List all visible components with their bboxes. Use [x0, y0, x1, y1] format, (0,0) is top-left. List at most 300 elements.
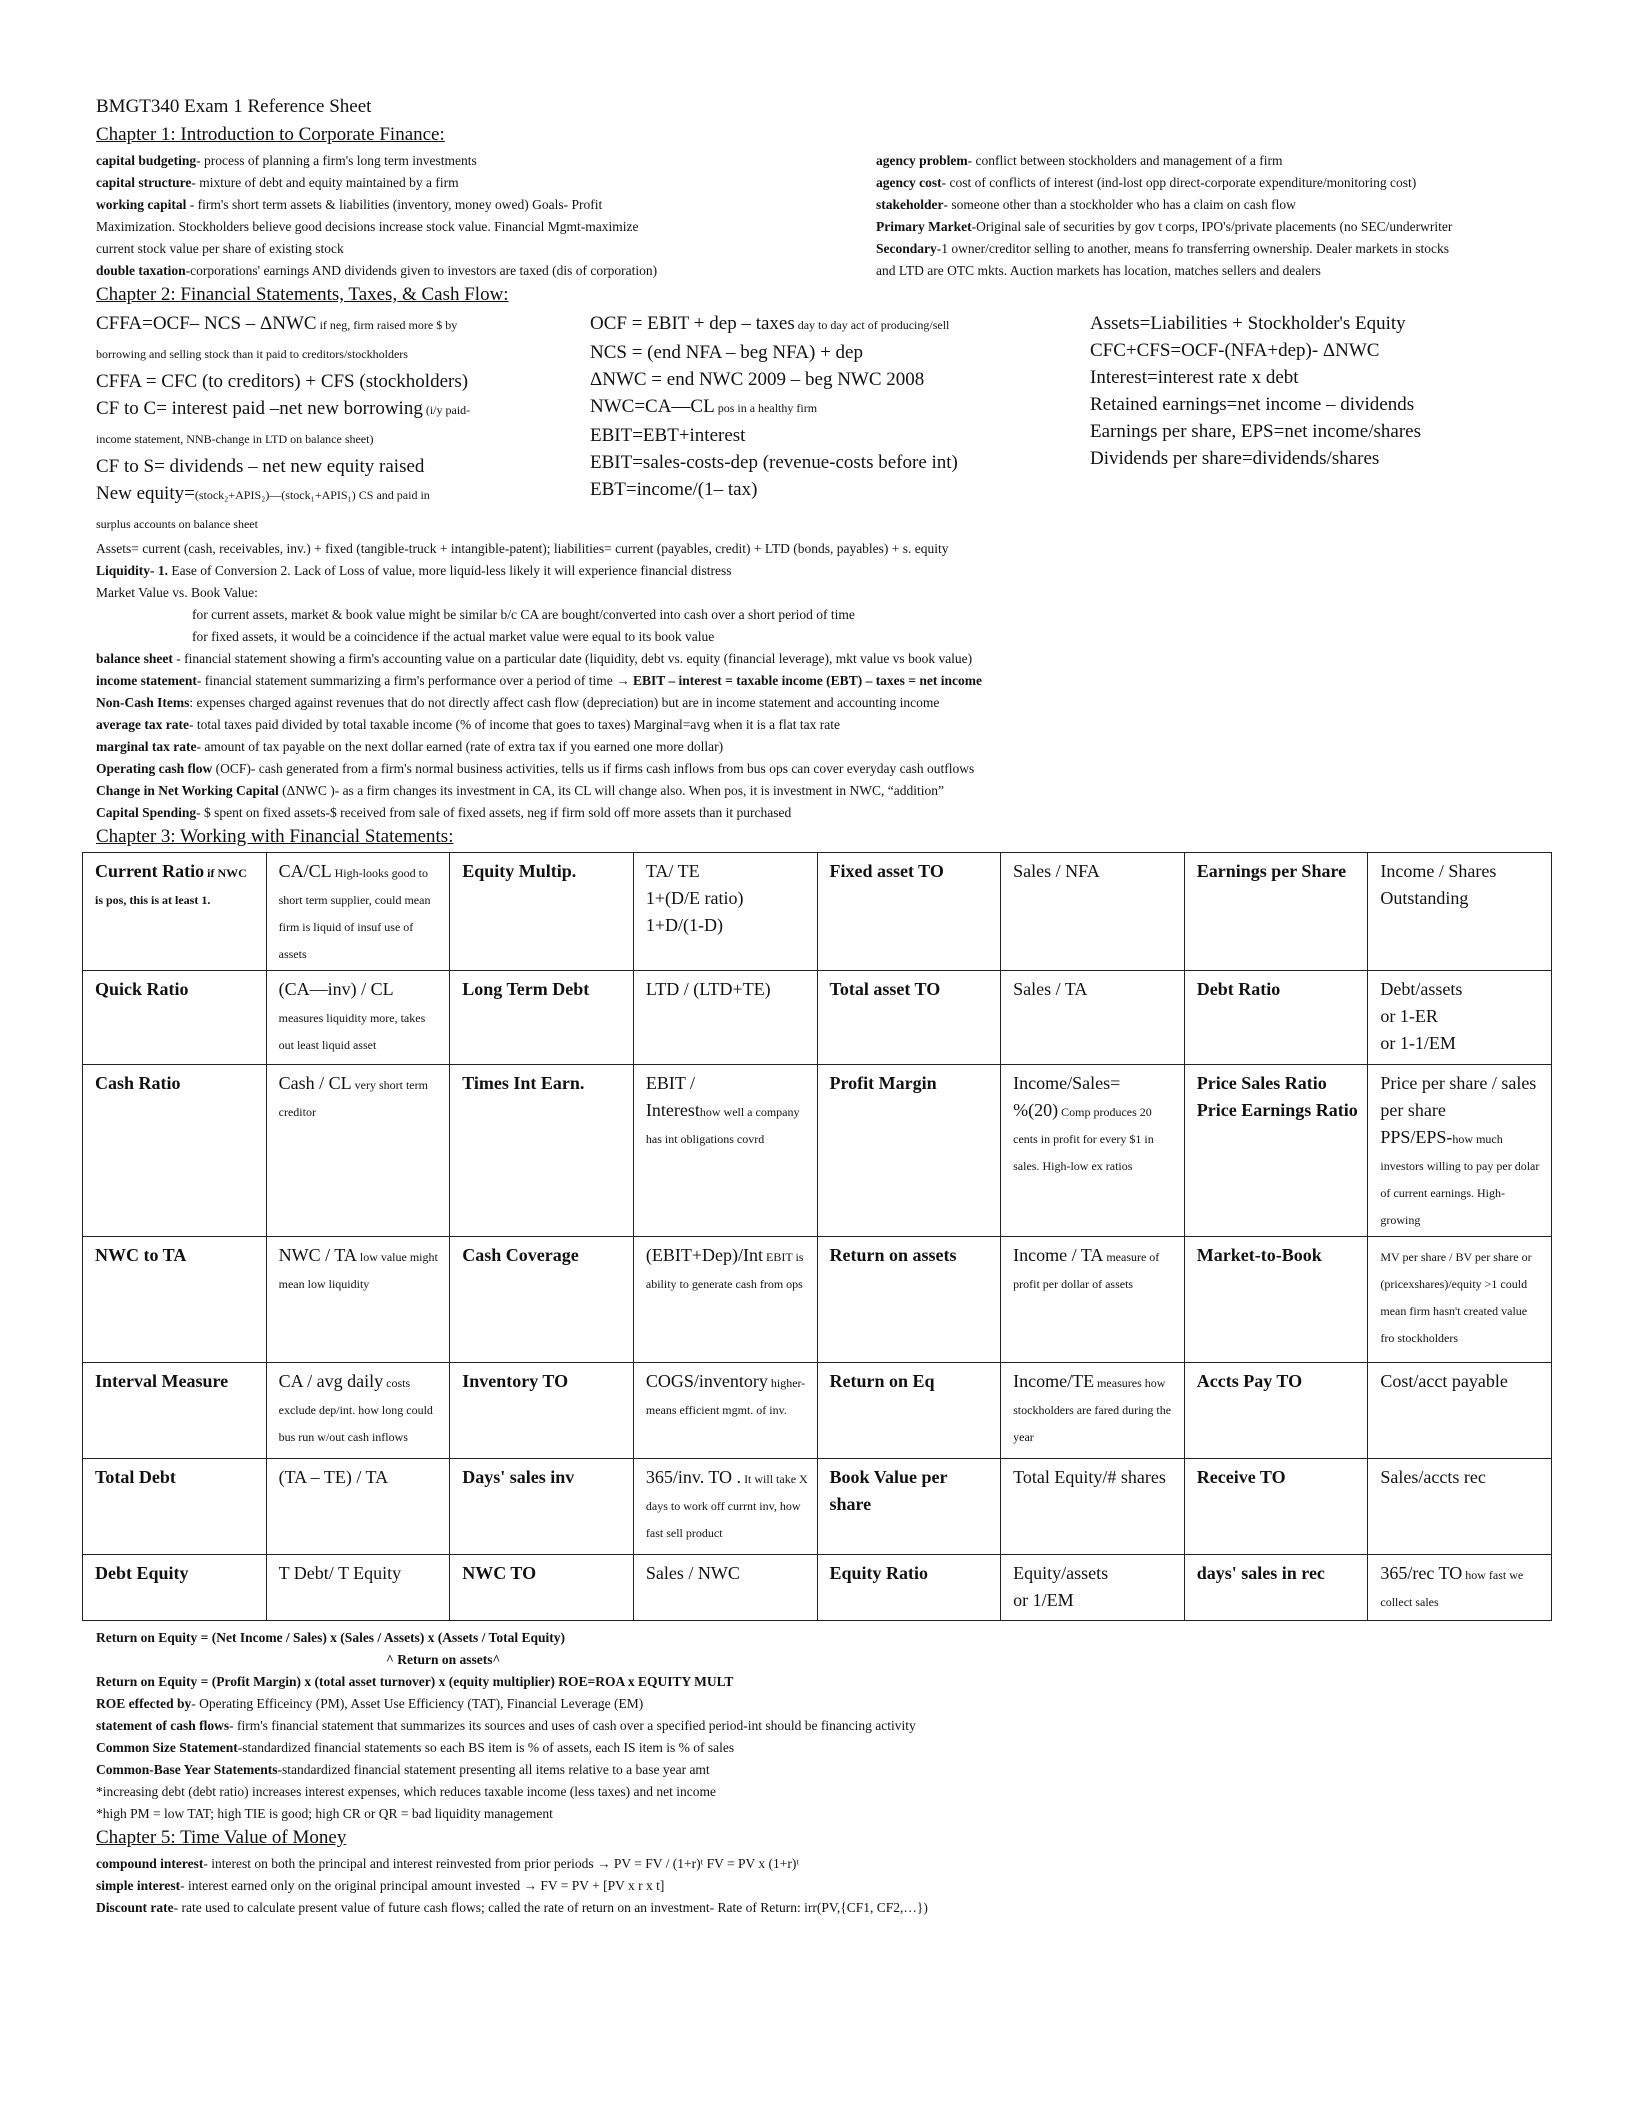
- term: Primary Market: [876, 219, 972, 234]
- ratio-name: Cash Ratio: [95, 1073, 181, 1093]
- ratio-name-cell: [83, 971, 267, 1065]
- ratio-formula-cell: [1001, 1237, 1185, 1363]
- formula-note: income statement, NNB-change in LTD on balance sheet): [96, 432, 374, 446]
- ratio-formula-cell: [1368, 1065, 1552, 1237]
- formula-line: [96, 509, 590, 538]
- ratio-formula: Sales / NWC: [645, 1563, 740, 1583]
- ratio-name-cell: [1184, 1363, 1368, 1459]
- definition: - firm's financial statement that summarizes its sources and uses of cash over a specified period-int should be financing activity: [229, 1718, 916, 1733]
- table-row: [83, 1363, 1552, 1459]
- ratio-formula-cell: [633, 1237, 817, 1363]
- ratio-formula: Debt/assets: [1380, 979, 1463, 999]
- ratio-note: higher-means efficient mgmt. of inv.: [645, 1376, 806, 1417]
- ratio-name: Earnings per Share: [1196, 861, 1347, 881]
- ratio-formula-cell: [1001, 1459, 1185, 1555]
- ratio-formula: Interest: [645, 1100, 700, 1120]
- term: Operating cash flow: [96, 761, 213, 776]
- ratio-note: EBIT is ability to generate cash from ops: [645, 1250, 804, 1291]
- ratio-name-cell: [1184, 1237, 1368, 1363]
- formula-line: [1090, 418, 1576, 445]
- ratio-name-cell: [817, 1363, 1001, 1459]
- ratio-name: Long Term Debt: [462, 979, 590, 999]
- ratio-formula-cell: [633, 1555, 817, 1621]
- text-line: [96, 1853, 1576, 1875]
- ratio-name: Book Value per share: [829, 1467, 948, 1514]
- ratio-note: MV per share / BV per share or (pricexshares)/equity >1 could mean firm hasn't created value fro stockholders: [1380, 1250, 1532, 1345]
- ratio-formula: Sales / NFA: [1013, 861, 1100, 881]
- term: Return on Equity = (Net Income / Sales) x (Sales / Assets) x (Assets / Total Equity): [96, 1630, 565, 1645]
- ratio-name-cell: [83, 1555, 267, 1621]
- term: Change in Net Working Capital: [96, 783, 279, 798]
- ratio-name-cell: [1184, 1065, 1368, 1237]
- annotation: ^ Return on assets^: [386, 1652, 501, 1667]
- text-line: [96, 1875, 1576, 1897]
- text-line: [876, 216, 1576, 238]
- text-line: [96, 1737, 1576, 1759]
- ratio-formula: Income / Shares Outstanding: [1380, 861, 1497, 908]
- ratio-formula: Income/TE: [1013, 1371, 1095, 1391]
- ratio-formula-cell: [1001, 853, 1185, 971]
- ratio-name: Total Debt: [95, 1467, 176, 1487]
- text-line: [96, 238, 856, 260]
- formula-line: [590, 366, 1090, 393]
- ratio-formula: NWC / TA: [278, 1245, 357, 1265]
- text-line: [96, 802, 1576, 824]
- definition: - total taxes paid divided by total taxable income (% of income that goes to taxes) Marginal=avg when it is a flat tax rate: [188, 717, 840, 732]
- formula: New equity=: [96, 483, 195, 504]
- term: income statement: [96, 673, 197, 688]
- ratio-formula-cell: [266, 1065, 450, 1237]
- formula-line: [1090, 364, 1576, 391]
- formula-column-3: [1090, 310, 1576, 538]
- term: Capital Spending: [96, 805, 197, 820]
- formula-line: [96, 339, 590, 368]
- ratio-note: measure of profit per dollar of assets: [1013, 1250, 1160, 1291]
- ratio-formula-cell: [633, 1065, 817, 1237]
- ratio-name: Total asset TO: [829, 979, 941, 999]
- formula-column-1: [96, 310, 590, 538]
- formula: Retained earnings=net income – dividends: [1090, 394, 1415, 415]
- ratio-name-cell: [450, 1065, 634, 1237]
- ratio-name-cell: [1184, 971, 1368, 1065]
- formula: EBIT=EBT+interest: [590, 425, 746, 446]
- ratio-formula: T Debt/ T Equity: [278, 1563, 402, 1583]
- term: agency problem: [876, 153, 968, 168]
- definition: current stock value per share of existing stock: [96, 241, 344, 256]
- ratio-name-cell: [450, 1237, 634, 1363]
- table-row: [83, 1065, 1552, 1237]
- definition: (ΔNWC )- as a firm changes its investment in CA, its CL will change also. When pos, it is investment in NWC, “addition”: [278, 783, 944, 798]
- ratio-name: Return on assets: [829, 1245, 957, 1265]
- formula-line: [1090, 445, 1576, 472]
- ratio-name: Accts Pay TO: [1196, 1371, 1303, 1391]
- formula: CFC+CFS=OCF-(NFA+dep)- ΔNWC: [1090, 340, 1380, 361]
- ratio-note: how fast we collect sales: [1380, 1568, 1524, 1609]
- ratio-formula: CA/CL: [278, 861, 332, 881]
- definition: - interest earned only on the original principal amount invested → FV = PV + [PV x r x t]: [180, 1878, 665, 1893]
- text-line: [876, 260, 1576, 282]
- formula: NCS = (end NFA – beg NFA) + dep: [590, 342, 863, 363]
- ratio-name-cell: [817, 1065, 1001, 1237]
- ratio-name: Inventory TO: [462, 1371, 569, 1391]
- chapter-3-heading: Chapter 3: Working with Financial Statements:: [96, 826, 454, 847]
- chapter-1-heading: Chapter 1: Introduction to Corporate Finance:: [96, 124, 445, 145]
- ratio-formula: Equity/assets: [1013, 1563, 1109, 1583]
- formula-note: surplus accounts on balance sheet: [96, 517, 258, 531]
- ratio-formula: 1+(D/E ratio): [645, 888, 744, 908]
- market-vs-book-notes: [96, 604, 1576, 648]
- definition: -corporations' earnings AND dividends given to investors are taxed (dis of corporation): [185, 263, 658, 278]
- ratio-name: NWC to TA: [95, 1245, 187, 1265]
- ratio-formula-cell: [633, 1459, 817, 1555]
- ratio-formula: (CA—inv) / CL: [278, 979, 394, 999]
- formula: EBT=income/(1– tax): [590, 479, 758, 500]
- term: capital budgeting: [96, 153, 197, 168]
- ratio-formula: COGS/inventory: [645, 1371, 768, 1391]
- formula: ΔNWC = end NWC 2009 – beg NWC 2008: [590, 369, 925, 390]
- ratio-formula-cell: [1368, 853, 1552, 971]
- ratio-name-cell: [83, 1065, 267, 1237]
- formula-line: [1090, 337, 1576, 364]
- term: working capital: [96, 197, 187, 212]
- ratio-name-cell: [817, 1237, 1001, 1363]
- ratio-name: Equity Ratio: [829, 1563, 929, 1583]
- ratio-formula-cell: [266, 1237, 450, 1363]
- ratio-name: Interval Measure: [95, 1371, 229, 1391]
- definition: - cost of conflicts of interest (ind-lost opp direct-corporate expenditure/monitoring cost): [941, 175, 1417, 190]
- text-line: [96, 714, 1576, 736]
- ratio-note: if NWC is pos, this is at least 1.: [95, 866, 247, 907]
- ratio-formula: or 1/EM: [1013, 1590, 1074, 1610]
- text-line: [96, 150, 856, 172]
- formula-line: [96, 395, 590, 424]
- ratio-name-cell: [450, 1555, 634, 1621]
- definition: Market Value vs. Book Value:: [96, 585, 258, 600]
- definition: (OCF)- cash generated from a firm's normal business activities, tells us if firms cash inflows from bus ops can cover everyday cash outflows: [212, 761, 975, 776]
- text-line: [96, 736, 1576, 758]
- text-line: [96, 1715, 1576, 1737]
- ratio-name-cell: [817, 1555, 1001, 1621]
- term: double taxation: [96, 263, 186, 278]
- formula-line: [590, 339, 1090, 366]
- text-line: [96, 1693, 1576, 1715]
- formula: Interest=interest rate x debt: [1090, 367, 1299, 388]
- definition: - mixture of debt and equity maintained by a firm: [191, 175, 459, 190]
- text-line: [96, 1759, 1576, 1781]
- ratio-formula: (EBIT+Dep)/Int: [645, 1245, 763, 1265]
- ratio-note: how much investors willing to pay per dolar of current earnings. High-growing: [1380, 1132, 1540, 1227]
- formula-line: [1090, 310, 1576, 337]
- ratio-note: how well a company has int obligations covrd: [645, 1105, 800, 1146]
- formula: Dividends per share=dividends/shares: [1090, 448, 1380, 469]
- ratio-name: days' sales in rec: [1196, 1563, 1325, 1583]
- ratio-name: Return on Eq: [829, 1371, 935, 1391]
- formula: CF to C= interest paid –net new borrowing: [96, 398, 423, 419]
- formula: CFFA=OCF– NCS – ΔNWC: [96, 313, 317, 334]
- chapter-5-heading: Chapter 5: Time Value of Money: [96, 1827, 347, 1848]
- ratio-formula: Income/Sales=: [1013, 1073, 1121, 1093]
- formula: CFFA = CFC (to creditors) + CFS (stockholders): [96, 371, 469, 392]
- formula: Assets=Liabilities + Stockholder's Equity: [1090, 313, 1406, 334]
- formula-line: [590, 310, 1090, 339]
- ratio-formula-cell: [1368, 1237, 1552, 1363]
- chapter-5-notes: [96, 1853, 1576, 1919]
- ratio-name: Receive TO: [1196, 1467, 1286, 1487]
- ratio-name-cell: [1184, 1459, 1368, 1555]
- text-line: [96, 1897, 1576, 1919]
- chapter-3-notes: [96, 1627, 1576, 1825]
- ratio-name-cell: [450, 1459, 634, 1555]
- term: balance sheet: [96, 651, 173, 666]
- ratio-name-cell: [83, 1363, 267, 1459]
- ratio-note: High-looks good to short term supplier, could mean firm is liquid of insuf use of assets: [278, 866, 431, 961]
- ratio-name-cell: [83, 1459, 267, 1555]
- term: stakeholder: [876, 197, 944, 212]
- term: Discount rate: [96, 1900, 174, 1915]
- term: Return on Equity = (Profit Margin) x (total asset turnover) x (equity multiplier) ROE=ROA x EQUITY MULT: [96, 1674, 734, 1689]
- chapter-2-formulas: [96, 310, 1576, 538]
- term: statement of cash flows: [96, 1718, 230, 1733]
- chapter-1-body: [96, 150, 1576, 282]
- formula-line: [1090, 391, 1576, 418]
- table-row: [83, 1237, 1552, 1363]
- chapter-2-heading: Chapter 2: Financial Statements, Taxes, & Cash Flow:: [96, 284, 509, 305]
- formula-line: [590, 422, 1090, 449]
- text-line: [96, 1781, 1576, 1803]
- term: Common Size Statement: [96, 1740, 238, 1755]
- text-line: [96, 582, 1576, 604]
- term: ROE effected by: [96, 1696, 192, 1711]
- ratio-formula-cell: [266, 971, 450, 1065]
- text-line: [96, 538, 1576, 560]
- text-line: [96, 172, 856, 194]
- ratio-table: [82, 852, 1552, 1621]
- formula-line: [96, 453, 590, 480]
- ratio-name: Current Ratio: [95, 861, 205, 881]
- definition: *increasing debt (debt ratio) increases interest expenses, which reduces taxable income (less taxes) and net income: [96, 1784, 717, 1799]
- formula-note: borrowing and selling stock than it paid to creditors/stockholders: [96, 347, 408, 361]
- formula-line: [96, 480, 590, 509]
- definition: - firm's short term assets & liabilities (inventory, money owed) Goals- Profit: [186, 197, 603, 212]
- text-line: [96, 194, 856, 216]
- ratio-formula-cell: [266, 853, 450, 971]
- definition: Maximization. Stockholders believe good decisions increase stock value. Financial Mgmt-maximize: [96, 219, 639, 234]
- definition: - conflict between stockholders and management of a firm: [967, 153, 1283, 168]
- ratio-name-cell: [1184, 1555, 1368, 1621]
- text-line: [96, 692, 1576, 714]
- formula-line: [96, 368, 590, 395]
- ratio-formula: Price per share / sales per share: [1380, 1073, 1537, 1120]
- ratio-formula-cell: [1368, 971, 1552, 1065]
- ratio-formula-cell: [633, 1363, 817, 1459]
- definition: Ease of Conversion 2. Lack of Loss of value, more liquid-less likely it will experience financial distress: [168, 563, 732, 578]
- text-line: [876, 238, 1576, 260]
- formula-note: (stock₂+APIS₂)—(stock₁+APIS₁) CS and paid in: [194, 488, 430, 502]
- term: compound interest: [96, 1856, 204, 1871]
- ratio-note: measures liquidity more, takes out least liquid asset: [278, 1011, 426, 1052]
- formula: NWC=CA—CL: [590, 396, 715, 417]
- ratio-formula: EBIT /: [645, 1073, 696, 1093]
- ratio-name: Price Earnings Ratio: [1196, 1100, 1358, 1120]
- formula: EBIT=sales-costs-dep (revenue-costs before int): [590, 452, 958, 473]
- chapter-2-notes: [96, 538, 1576, 604]
- formula: CF to S= dividends – net new equity raised: [96, 456, 425, 477]
- table-row: [83, 1459, 1552, 1555]
- ratio-note: low value might mean low liquidity: [278, 1250, 438, 1291]
- definition: -1 owner/creditor selling to another, means fo transferring ownership. Dealer markets in stocks: [936, 241, 1450, 256]
- formula-note: day to day act of producing/sell: [794, 318, 950, 332]
- definition: - process of planning a firm's long term investments: [196, 153, 477, 168]
- definition: -standardized financial statements so each BS item is % of assets, each IS item is % of sales: [237, 1740, 735, 1755]
- ratio-name: Days' sales inv: [462, 1467, 575, 1487]
- ratio-formula-cell: [1001, 1363, 1185, 1459]
- ratio-name-cell: [83, 853, 267, 971]
- ratio-note: Comp produces 20 cents in profit for every $1 in sales. High-low ex ratios: [1013, 1105, 1154, 1173]
- ratio-formula-cell: [1368, 1555, 1552, 1621]
- ratio-name-cell: [83, 1237, 267, 1363]
- term: Common-Base Year Statements: [96, 1762, 278, 1777]
- ratio-formula-cell: [633, 971, 817, 1065]
- term: average tax rate: [96, 717, 189, 732]
- table-row: [83, 853, 1552, 971]
- ratio-note: very short term creditor: [278, 1078, 428, 1119]
- ratio-formula-cell: [1001, 971, 1185, 1065]
- formula-note: if neg, firm raised more $ by: [316, 318, 458, 332]
- ratio-name: Fixed asset TO: [829, 861, 944, 881]
- text-line: [96, 1671, 1576, 1693]
- definition: - $ spent on fixed assets-$ received from sale of fixed assets, neg if firm sold off more assets than it purchased: [196, 805, 792, 820]
- text-line: [96, 1649, 1576, 1671]
- ratio-name: Debt Equity: [95, 1563, 189, 1583]
- definition: : expenses charged against revenues that do not directly affect cash flow (depreciation) but are in income statement and accounting income: [189, 695, 940, 710]
- definition: -standardized financial statement presenting all items relative to a base year amt: [277, 1762, 710, 1777]
- ratio-formula-cell: [1368, 1459, 1552, 1555]
- definition: - financial statement showing a firm's accounting value on a particular date (liquidity, debt vs. equity (financial leverage), mkt value vs book value): [172, 651, 973, 666]
- ratio-formula: PPS/EPS-: [1380, 1127, 1453, 1147]
- ratio-formula-cell: [266, 1459, 450, 1555]
- text-line: [876, 194, 1576, 216]
- term: agency cost: [876, 175, 942, 190]
- ratio-name: Cash Coverage: [462, 1245, 579, 1265]
- definition: - someone other than a stockholder who has a claim on cash flow: [943, 197, 1296, 212]
- sheet-title: BMGT340 Exam 1 Reference Sheet: [96, 96, 372, 117]
- definition: - Operating Efficeincy (PM), Asset Use Efficiency (TAT), Financial Leverage (EM): [191, 1696, 644, 1711]
- formula-line: [590, 476, 1090, 503]
- definition: Assets= current (cash, receivables, inv.) + fixed (tangible-truck + intangible-patent); liabilities= current (payables, credit) + LTD (bonds, payables) + s. equity: [96, 541, 949, 556]
- formula: Earnings per share, EPS=net income/shares: [1090, 421, 1421, 442]
- text-line: [96, 758, 1576, 780]
- ratio-name: Times Int Earn.: [462, 1073, 585, 1093]
- ratio-formula: Income / TA: [1013, 1245, 1104, 1265]
- ratio-name: Market-to-Book: [1196, 1245, 1322, 1265]
- text-line: [96, 216, 856, 238]
- ratio-formula: or 1-1/EM: [1380, 1033, 1456, 1053]
- definition: and LTD are OTC mkts. Auction markets has location, matches sellers and dealers: [876, 263, 1321, 278]
- formula-column-2: [590, 310, 1090, 538]
- text-line: [96, 670, 1576, 692]
- ratio-name: Quick Ratio: [95, 979, 189, 999]
- ratio-name-cell: [450, 853, 634, 971]
- ratio-formula-cell: [1001, 1065, 1185, 1237]
- ratio-formula-cell: [1001, 1555, 1185, 1621]
- chapter-2-definitions: [96, 648, 1576, 824]
- table-row: [83, 971, 1552, 1065]
- ratio-name-cell: [817, 1459, 1001, 1555]
- chapter-1-right-column: [876, 150, 1576, 282]
- ratio-formula: LTD / (LTD+TE): [645, 979, 771, 999]
- ratio-formula-cell: [1368, 1363, 1552, 1459]
- text-line: [96, 780, 1576, 802]
- ratio-formula: 365/rec TO: [1380, 1563, 1463, 1583]
- formula-line: [590, 393, 1090, 422]
- text-line: [96, 1627, 1576, 1649]
- term: simple interest: [96, 1878, 181, 1893]
- ratio-formula-cell: [266, 1555, 450, 1621]
- definition: *high PM = low TAT; high TIE is good; high CR or QR = bad liquidity management: [96, 1806, 553, 1821]
- ratio-note: It will take X days to work off currnt inv, how fast sell product: [645, 1472, 808, 1540]
- ratio-formula: 365/inv. TO .: [645, 1467, 742, 1487]
- term: Secondary: [876, 241, 937, 256]
- formula-line: [96, 310, 590, 339]
- text-line: [876, 150, 1576, 172]
- term: Non-Cash Items: [96, 695, 190, 710]
- ratio-name-cell: [1184, 853, 1368, 971]
- definition: -Original sale of securities by gov t corps, IPO's/private placements (no SEC/underwriter: [971, 219, 1453, 234]
- table-row: [83, 1555, 1552, 1621]
- ratio-formula: CA / avg daily: [278, 1371, 384, 1391]
- reference-sheet: [96, 96, 1576, 1919]
- ratio-name: NWC TO: [462, 1563, 537, 1583]
- ratio-name-cell: [450, 971, 634, 1065]
- ratio-name: Profit Margin: [829, 1073, 937, 1093]
- text-line: [96, 648, 1576, 670]
- ratio-formula: TA/ TE: [645, 861, 700, 881]
- ratio-formula: Cash / CL: [278, 1073, 352, 1093]
- term: capital structure: [96, 175, 192, 190]
- ratio-name-cell: [450, 1363, 634, 1459]
- formula-note: pos in a healthy firm: [714, 401, 818, 415]
- ratio-formula: 1+D/(1-D): [645, 915, 724, 935]
- ratio-formula: Sales / TA: [1013, 979, 1088, 999]
- formula-line: [590, 449, 1090, 476]
- ratio-formula: Total Equity/# shares: [1013, 1467, 1166, 1487]
- chapter-1-left-column: [96, 150, 856, 282]
- ratio-formula: Cost/acct payable: [1380, 1371, 1508, 1391]
- ratio-formula: (TA – TE) / TA: [278, 1467, 389, 1487]
- definition: - rate used to calculate present value of future cash flows; called the rate of return on an investment- Rate of Return: irr(PV,{CF1, CF2,…}): [173, 1900, 928, 1915]
- formula: OCF = EBIT + dep – taxes: [590, 313, 795, 334]
- ratio-formula: Sales/accts rec: [1380, 1467, 1486, 1487]
- ratio-name-cell: [817, 971, 1001, 1065]
- term: marginal tax rate: [96, 739, 197, 754]
- text-line: [876, 172, 1576, 194]
- definition: - financial statement summarizing a firm's performance over a period of time →: [196, 673, 633, 688]
- ratio-name-cell: [817, 853, 1001, 971]
- text-line: [96, 1803, 1576, 1825]
- ratio-formula-cell: [266, 1363, 450, 1459]
- formula: EBIT – interest = taxable income (EBT) – taxes = net income: [633, 673, 982, 688]
- ratio-note: measures how stockholders are fared during the year: [1013, 1376, 1172, 1444]
- text-line: [96, 560, 1576, 582]
- ratio-note: costs exclude dep/int. how long could bus run w/out cash inflows: [278, 1376, 433, 1444]
- ratio-name: Debt Ratio: [1196, 979, 1281, 999]
- definition: - interest on both the principal and interest reinvested from prior periods → PV = FV / (1+r)ᵗ FV = PV x (1+r)ᵗ: [203, 1856, 799, 1871]
- ratio-formula-cell: [633, 853, 817, 971]
- indented-note: for current assets, market & book value might be similar b/c CA are bought/converted into cash over a short period of time: [192, 607, 855, 622]
- formula-line: [96, 424, 590, 453]
- indented-note: for fixed assets, it would be a coincidence if the actual market value were equal to its book value: [192, 629, 715, 644]
- term: Liquidity- 1.: [96, 563, 169, 578]
